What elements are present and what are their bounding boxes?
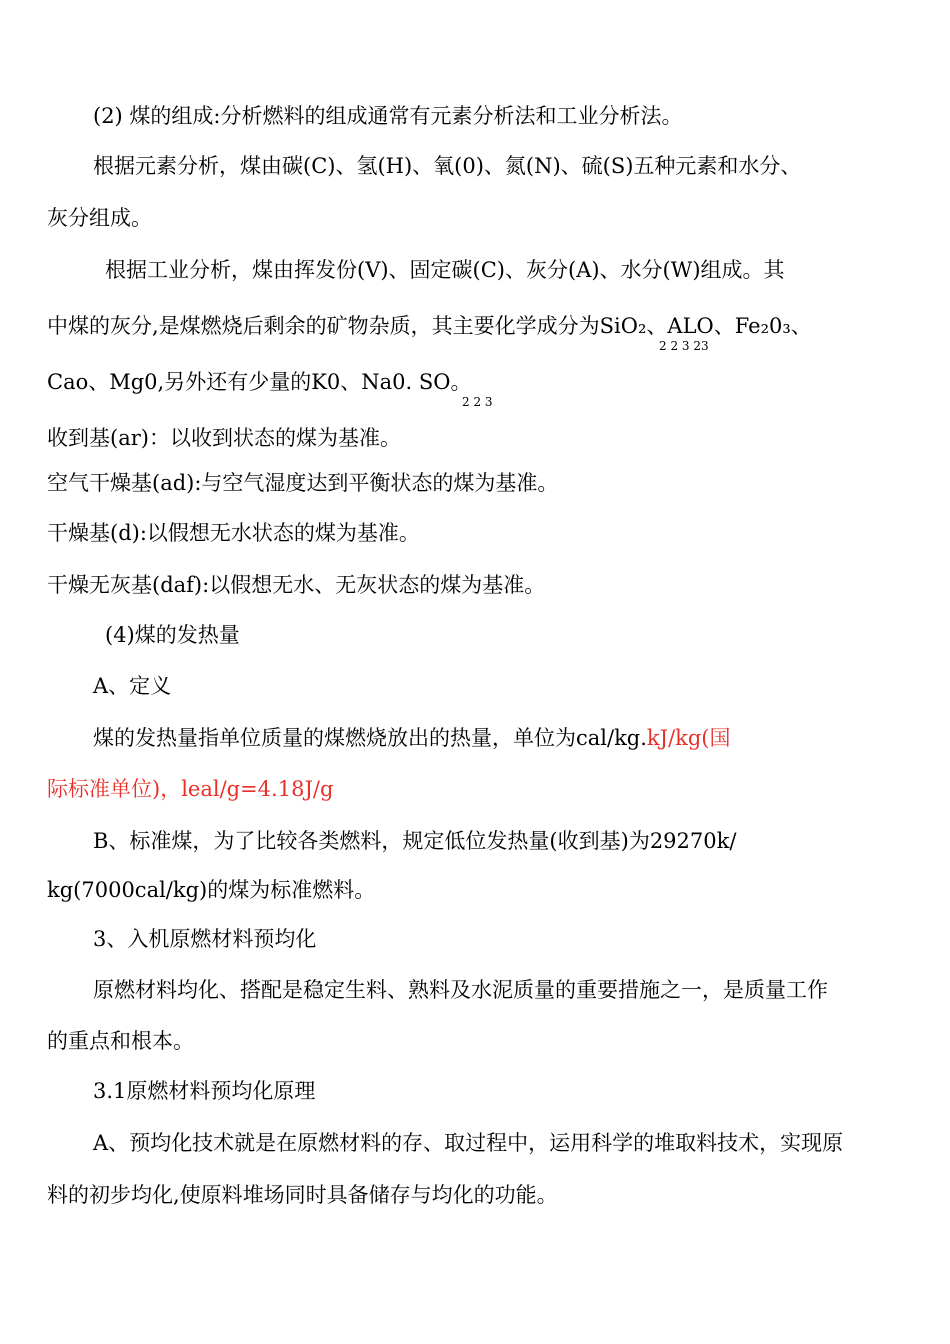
paragraph-prehomogenization-tech: A、预均化技术就是在原燃材料的存、取过程中，运用科学的堆取料技术，实现原 [93, 1131, 844, 1155]
heading-calorific-value: (4)煤的发热量 [105, 623, 240, 647]
paragraph-prehomogenization-tech-cont: 料的初步均化,使原料堆场同时具备储存与均化的功能。 [47, 1183, 558, 1207]
paragraph-elemental-analysis: 根据元素分析，煤由碳(C)、氢(H)、氧(0)、氮(N)、硫(S)五种元素和水分、 [93, 154, 802, 178]
paragraph-standard-coal-cont: kg(7000cal/kg)的煤为标准燃料。 [47, 878, 376, 902]
paragraph-homogenization: 原燃材料均化、搭配是稳定生料、熟料及水泥质量的重要措施之一，是质量工作 [93, 978, 828, 1002]
heading-prehomogenization: 3、入机原燃材料预均化 [93, 927, 317, 951]
definition-dry-ash-free: 干燥无灰基(daf):以假想无水、无灰状态的煤为基准。 [47, 573, 546, 597]
calorific-unit-highlight: kJ/kg(国 [646, 726, 731, 750]
heading-prehomogenization-principle: 3.1原燃材料预均化原理 [93, 1079, 316, 1103]
calorific-definition-text: 煤的发热量指单位质量的煤燃烧放出的热量，单位为cal/kg. [93, 726, 647, 750]
definition-air-dried: 空气干燥基(ad):与空气湿度达到平衡状态的煤为基准。 [47, 471, 559, 495]
paragraph-elemental-analysis-cont: 灰分组成。 [47, 206, 152, 230]
paragraph-homogenization-cont: 的重点和根本。 [47, 1029, 194, 1053]
paragraph-ash-composition-cont: Cao、Mg0,另外还有少量的K0、Na0. SO。 [47, 370, 472, 394]
subscript-row-1: 2 2 3 23 [659, 339, 709, 353]
heading-definition: A、定义 [93, 674, 172, 698]
definition-dry: 干燥基(d):以假想无水状态的煤为基准。 [47, 521, 420, 545]
definition-as-received: 收到基(ar)：以收到状态的煤为基准。 [47, 426, 401, 450]
paragraph-industrial-analysis: 根据工业分析，煤由挥发份(V)、固定碳(C)、灰分(A)、水分(W)组成。其 [105, 258, 785, 282]
paragraph-coal-composition: (2) 煤的组成:分析燃料的组成通常有元素分析法和工业分析法。 [93, 104, 683, 128]
paragraph-standard-coal: B、标准煤，为了比较各类燃料，规定低位发热量(收到基)为29270k/ [93, 829, 737, 853]
paragraph-calorific-unit-cont: 际标准单位)，leal/g=4.18J/g [47, 777, 334, 801]
paragraph-calorific-definition [93, 724, 731, 752]
paragraph-ash-composition: 中煤的灰分,是煤燃烧后剩余的矿物杂质，其主要化学成分为SiO₂、ALO、Fe₂0₃、 [47, 314, 812, 338]
subscript-row-2: 2 2 3 [462, 395, 493, 409]
